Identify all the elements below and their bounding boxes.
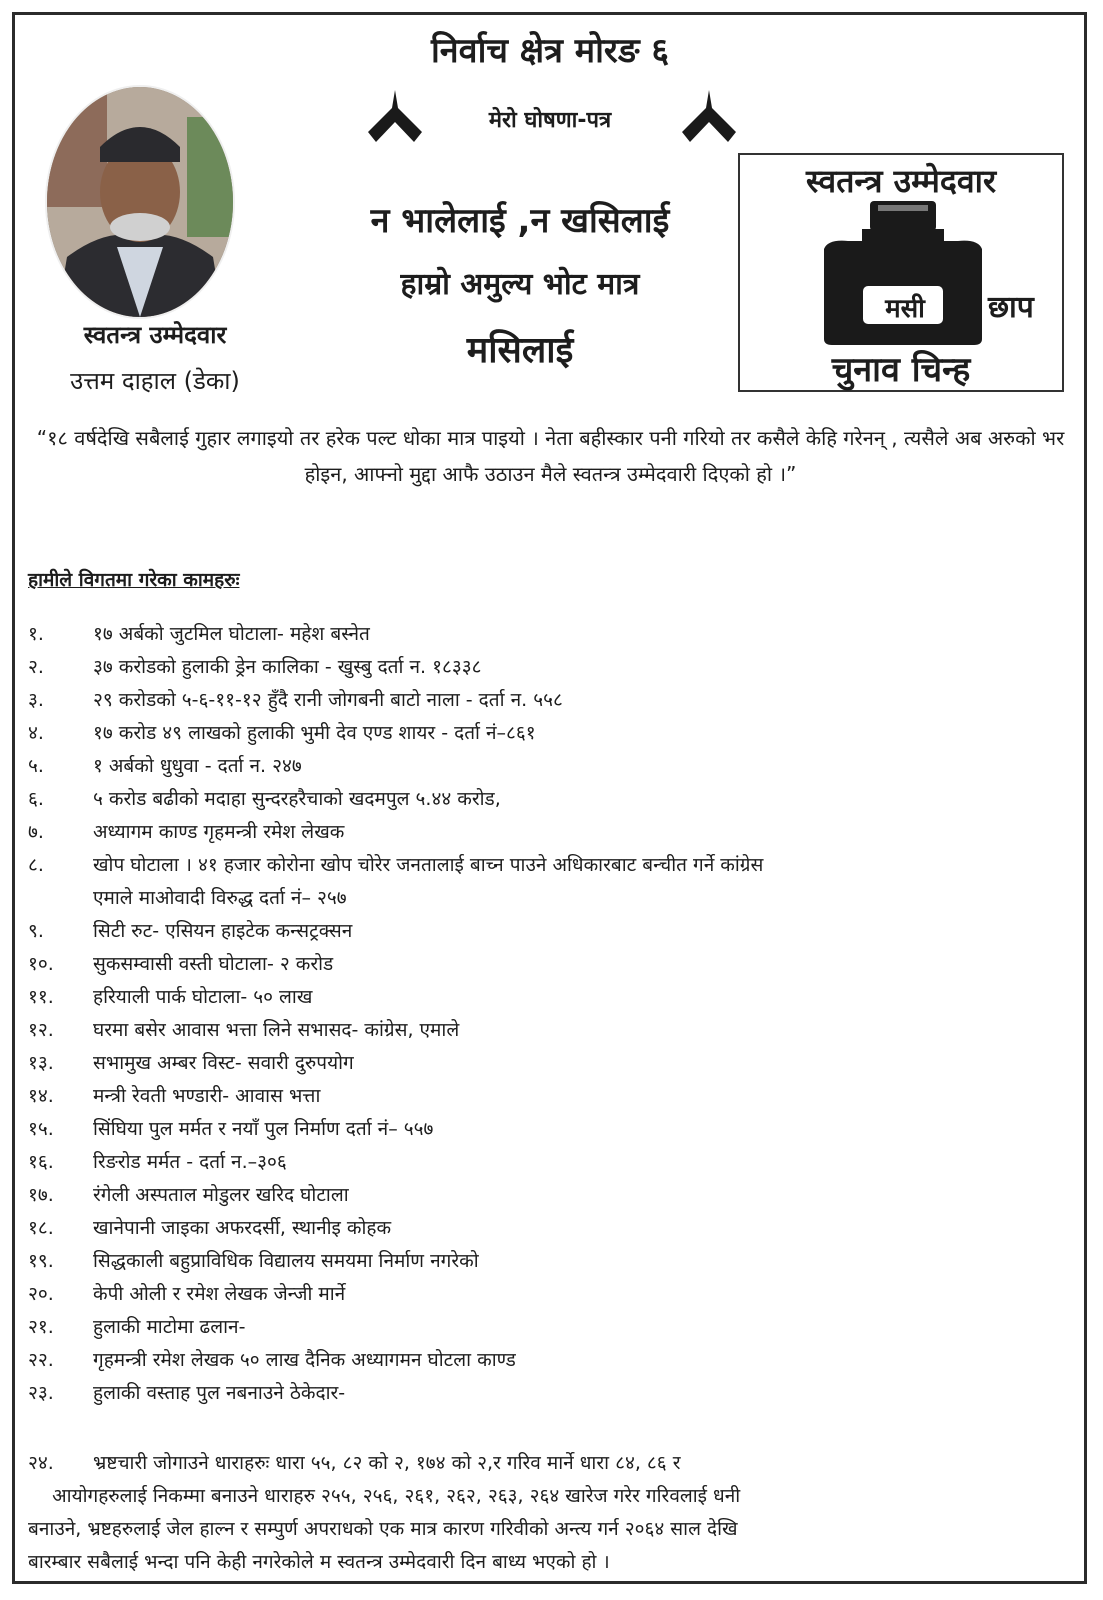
list-item-text: हुलाकी वस्ताह पुल नबनाउने ठेकेदार- xyxy=(93,1382,346,1404)
candidate-title: स्वतन्त्र उम्मेदवार xyxy=(83,321,227,349)
list-item-number: २३. xyxy=(28,1382,54,1404)
list-item-number: १९. xyxy=(28,1250,54,1272)
list-item-number: ५. xyxy=(28,755,44,777)
candidate-quote: “१८ वर्षदेखि सबैलाई गुहार लगाइयो तर हरेक पल्ट धोका मात्र पाइयो । नेता बहीस्कार पनी गरियो तर कसैले केहि गरेनन् , त्यसैले अब अरुको भर होइन, आफ्नो मुद्दा आफै उठाउन मैले स्वतन्त्र उम्मेदवारी दिएको हो ।” xyxy=(36,426,1065,486)
list-item-number: १७. xyxy=(28,1184,54,1206)
list-item-text: खोप घोटाला । ४१ हजार कोरोना खोप चोरेर जनतालाई बाच्न पाउने अधिकारबाट बन्चीत गर्ने कांग्रेस xyxy=(93,854,764,876)
candidate-name: उत्तम दाहाल (डेका) xyxy=(70,367,240,395)
list-item-text: गृहमन्त्री रमेश लेखक ५० लाख दैनिक अध्यागमन घोटला काण्ड xyxy=(93,1349,516,1371)
list-item xyxy=(28,1179,1078,1212)
list-item xyxy=(28,948,1078,981)
list-item-number: १५. xyxy=(28,1118,54,1140)
slogan-line-1: न भालेलाई ,न खसिलाई xyxy=(370,201,670,241)
list-item-number: १४. xyxy=(28,1085,54,1107)
list-item-number: ७. xyxy=(28,821,44,843)
list-item-text: रिङरोड मर्मत - दर्ता न.–३०६ xyxy=(93,1151,287,1173)
list-item xyxy=(28,1344,1078,1377)
list-item-text: मन्त्री रेवती भण्डारी- आवास भत्ता xyxy=(93,1085,321,1107)
list-item xyxy=(28,1080,1078,1113)
list-item-text: बारम्बार सबैलाई भन्दा पनि केही नगरेकोले म स्वतन्त्र उम्मेदवारी दिन बाध्य भएको हो । xyxy=(28,1551,610,1573)
list-item-text: घरमा बसेर आवास भत्ता लिने सभासद- कांग्रेस, एमाले xyxy=(93,1019,460,1041)
list-item xyxy=(28,1245,1078,1278)
candidate-photo xyxy=(45,85,235,319)
list-item-text: आयोगहरुलाई निकम्मा बनाउने धाराहरु २५५, २५६, २६१, २६२, २६३, २६४ खारेज गरेर गरिवलाई धनी xyxy=(28,1485,741,1507)
list-item-text: १ अर्बको धुधुवा - दर्ता न. २४७ xyxy=(93,755,302,777)
list-item xyxy=(28,684,1078,717)
list-item-text: अध्यागम काण्ड गृहमन्त्री रमेश लेखक xyxy=(93,821,345,843)
list-item-text: बनाउने, भ्रष्टहरुलाई जेल हाल्न र सम्पुर्ण अपराधको एक मात्र कारण गरिवीको अन्त्य गर्न २०६४ साल देखि xyxy=(28,1518,738,1540)
list-item-number: १. xyxy=(28,623,44,645)
list-item-text: ३७ करोडको हुलाकी ड्रेन कालिका - खुस्बु दर्ता न. १८३३८ xyxy=(93,656,482,678)
list-item-number: १६. xyxy=(28,1151,54,1173)
list-item-number: ३. xyxy=(28,689,44,711)
list-item-number: ९. xyxy=(28,920,44,942)
list-item-text: केपी ओली र रमेश लेखक जेन्जी मार्ने xyxy=(93,1283,346,1305)
bottle-label: मसी xyxy=(885,294,925,324)
page-title: निर्वाच क्षेत्र मोरङ ६ xyxy=(430,31,669,71)
list-item-number: ११. xyxy=(28,986,54,1008)
list-item-number: ४. xyxy=(28,722,44,744)
list-item-last xyxy=(28,1447,1078,1579)
namaste-hands-icon xyxy=(676,88,742,144)
list-item-text: खानेपानी जाइका अफरदर्सी, स्थानीइ कोहक xyxy=(93,1217,392,1239)
list-item xyxy=(28,1377,1078,1410)
list-item xyxy=(28,651,1078,684)
list-item xyxy=(28,1113,1078,1146)
list-item-number: २१. xyxy=(28,1316,54,1338)
symbol-heading: स्वतन्त्र उम्मेदवार xyxy=(805,162,997,200)
candidate-portrait-icon xyxy=(47,87,233,317)
list-item xyxy=(28,618,1078,651)
list-item xyxy=(28,1278,1078,1311)
list-item-text: सिटी रुट- एसियन हाइटेक कन्सट्रक्सन xyxy=(93,920,353,942)
manifesto-subtitle: मेरो घोषणा-पत्र xyxy=(488,108,612,133)
list-item-number: ६. xyxy=(28,788,44,810)
list-item xyxy=(28,750,1078,783)
list-item xyxy=(28,1311,1078,1344)
list-item-number: २०. xyxy=(28,1283,54,1305)
list-item-number: १३. xyxy=(28,1052,54,1074)
section-heading: हामीले विगतमा गरेका कामहरुः xyxy=(28,569,240,591)
list-item-text: भ्रष्टचारी जोगाउने धाराहरुः धारा ५५, ८२ को २, १७४ को २,र गरिव मार्ने धारा ८४, ८६ र xyxy=(93,1452,681,1474)
list-item-continuation: एमाले माओवादी विरुद्ध दर्ता नं– २५७ xyxy=(93,887,347,909)
list-item-text: सिंघिया पुल मर्मत र नयाँ पुल निर्माण दर्ता नं– ५५७ xyxy=(93,1118,434,1140)
list-item-number: २. xyxy=(28,656,44,678)
list-item-text: ५ करोड बढीको मदाहा सुन्दरहरैचाको खदमपुल ५.४४ करोड, xyxy=(93,788,501,810)
symbol-chhap: छाप xyxy=(988,290,1034,325)
list-item xyxy=(28,849,1078,915)
namaste-hands-icon xyxy=(362,88,428,144)
list-item-text: १७ करोड ४९ लाखको हुलाकी भुमी देव एण्ड शायर - दर्ता नं–८६१ xyxy=(93,722,536,744)
list-item-number: ८. xyxy=(28,854,44,876)
list-item-text: सुकसम्वासी वस्ती घोटाला- २ करोड xyxy=(93,953,334,975)
list-item-text: १७ अर्बको जुटमिल घोटाला- महेश बस्नेत xyxy=(93,623,370,645)
symbol-footer: चुनाव चिन्ह xyxy=(831,350,971,390)
slogan-line-3: मसिलाई xyxy=(466,330,574,371)
list-item xyxy=(28,783,1078,816)
list-item xyxy=(28,717,1078,750)
list-item-number: २४. xyxy=(28,1452,54,1474)
list-item-text: हरियाली पार्क घोटाला- ५० लाख xyxy=(93,986,313,1008)
list-item xyxy=(28,816,1078,849)
list-item xyxy=(28,1047,1078,1080)
list-item-number: १८. xyxy=(28,1217,54,1239)
list-item-number: २२. xyxy=(28,1349,54,1371)
list-item-number: १०. xyxy=(28,953,54,975)
list-item xyxy=(28,1014,1078,1047)
list-item xyxy=(28,915,1078,948)
election-symbol-box xyxy=(738,153,1064,392)
works-list xyxy=(28,618,1078,1410)
list-item-number: १२. xyxy=(28,1019,54,1041)
list-item-text: रंगेली अस्पताल मोडुलर खरिद घोटाला xyxy=(93,1184,349,1206)
list-item-text: सिद्धकाली बहुप्राविधिक विद्यालय समयमा निर्माण नगरेको xyxy=(93,1250,479,1272)
list-item-text: सभामुख अम्बर विस्ट- सवारी दुरुपयोग xyxy=(93,1052,354,1074)
list-item xyxy=(28,1146,1078,1179)
list-item xyxy=(28,981,1078,1014)
list-item xyxy=(28,1212,1078,1245)
list-item-text: हुलाकी माटोमा ढलान- xyxy=(93,1316,246,1338)
slogan-line-2: हाम्रो अमुल्य भोट मात्र xyxy=(400,267,640,302)
list-item-text: २९ करोडको ५-६-११-१२ हुँदै रानी जोगबनी बाटो नाला - दर्ता न. ५५८ xyxy=(93,689,563,711)
